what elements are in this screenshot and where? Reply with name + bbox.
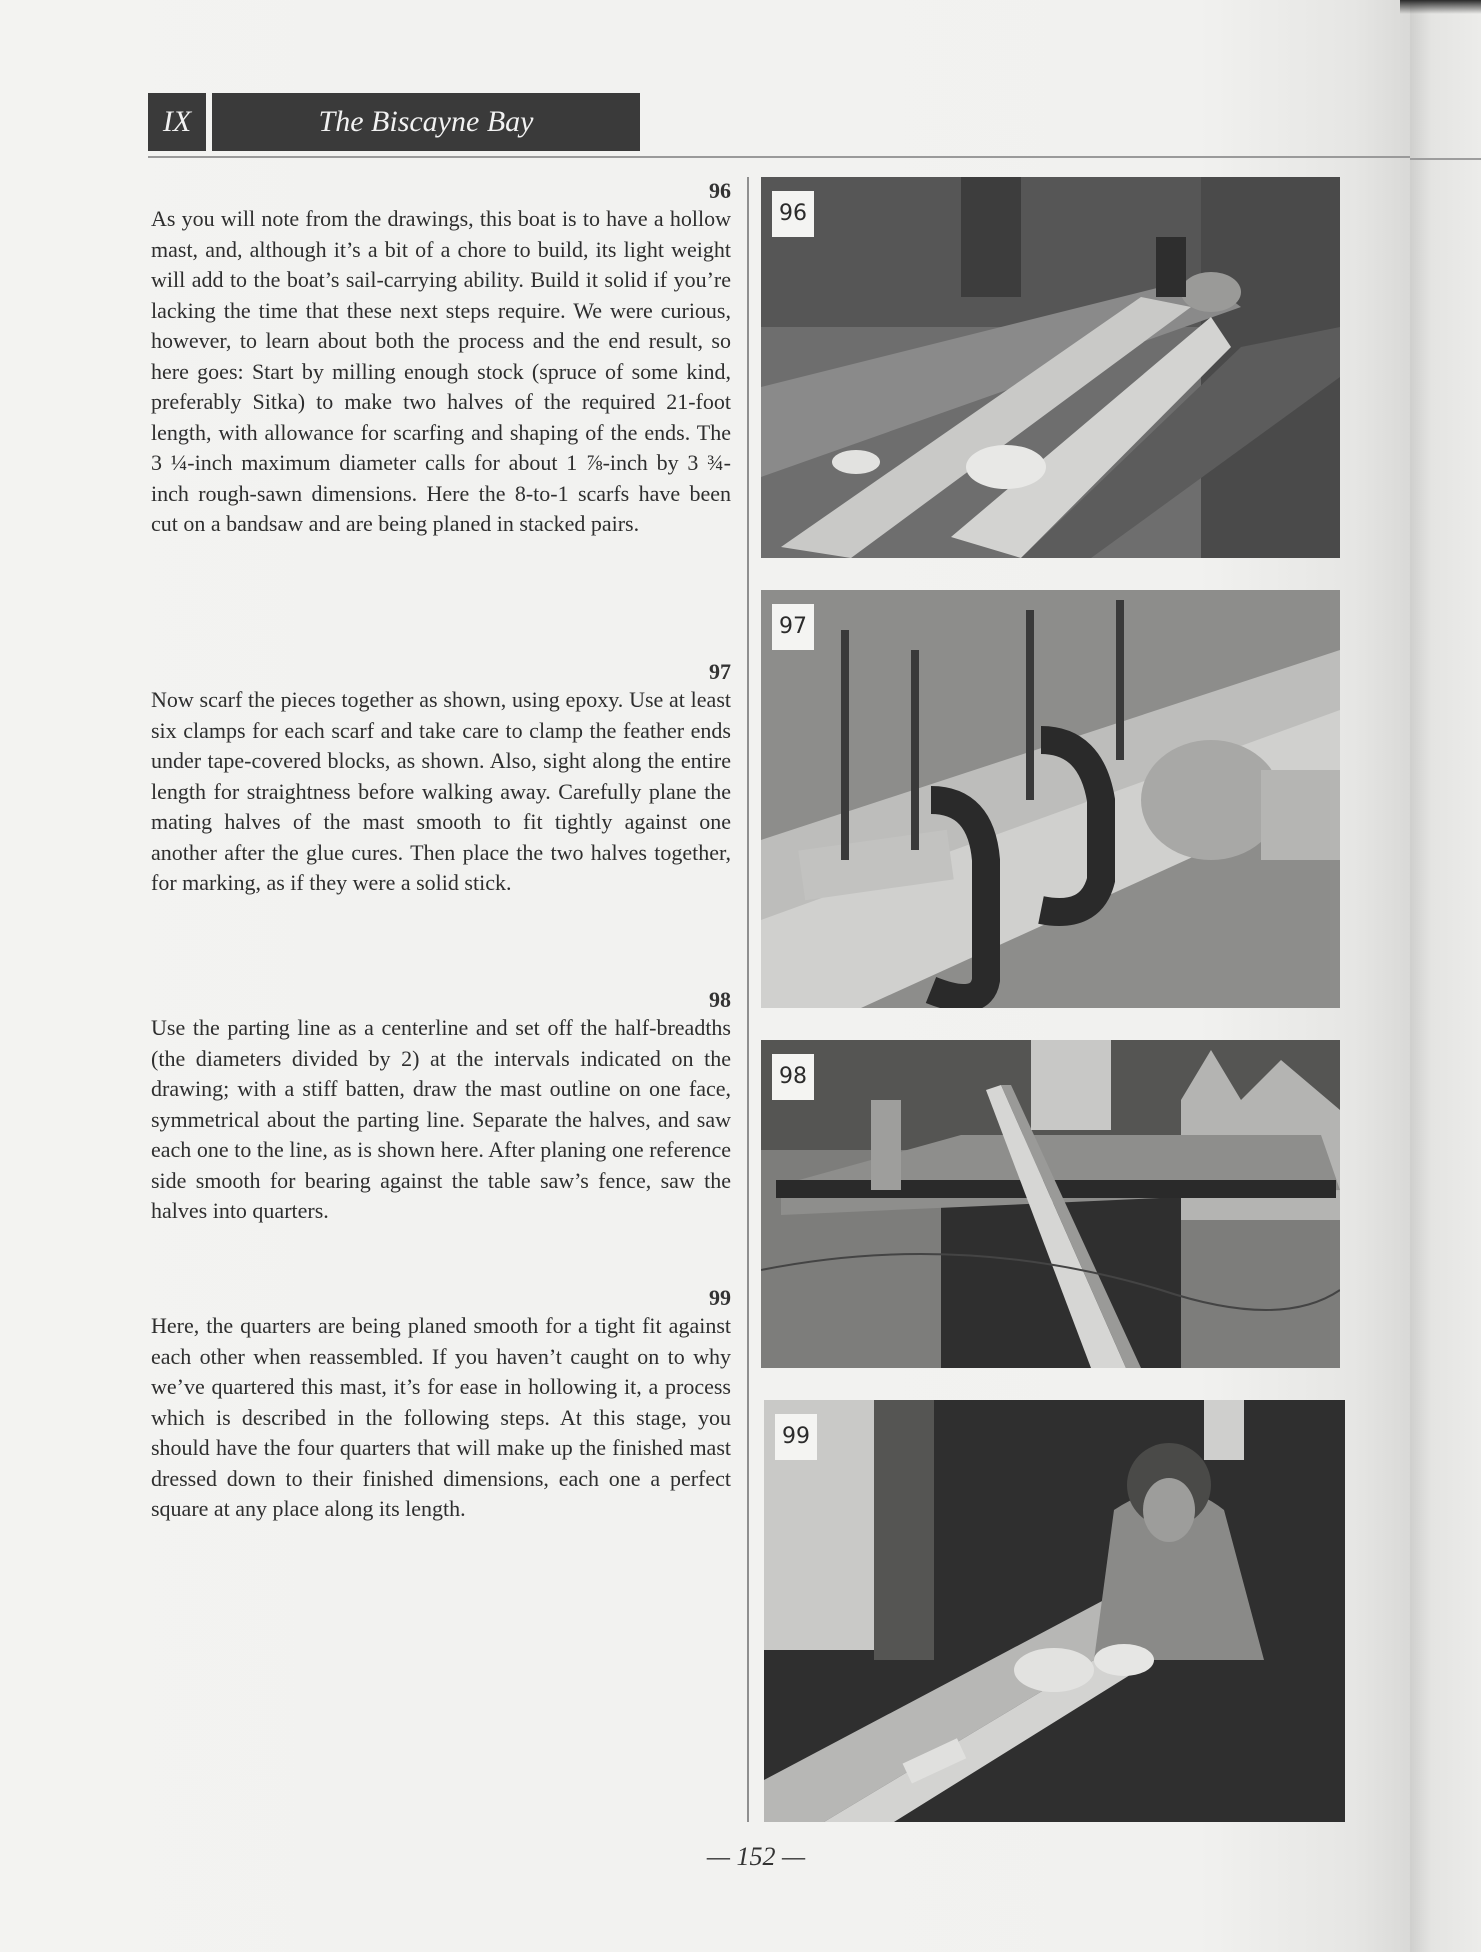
step-number: 99 [709,1285,731,1310]
header-rule [148,156,1410,158]
photo-96 [761,177,1340,558]
photo-label: 99 [775,1414,817,1460]
photo-98-image [761,1040,1340,1368]
step-96 [151,178,731,540]
step-text: As you will note from the drawings, this boat is to have a hollow mast, and, although it’s a bit of a chore to build, its light weight will add to the boat’s sail-carrying ability. Build it solid if you’re lacking the time that these next steps require. We were curious, however, to learn about both the process and the end result, so here goes: Start by milling enough stock (spruce of some kind, preferably Sitka) to make two halves of the required 21-foot length, with allowance for scarfing and shaping of the ends. The 3 ¼-inch maximum diameter calls for about 1 ⅞-inch by 3 ¾-inch rough-sawn dimensions. Here the 8-to-1 scarfs have been cut on a bandsaw and are being planed in stacked pairs. [151,206,731,536]
photo-96-image [761,177,1340,558]
facing-header-rule [1410,158,1481,160]
step-text: Now scarf the pieces together as shown, using epoxy. Use at least six clamps for each scarf and take care to clamp the feather ends under tape-covered blocks, as shown. Also, sight along the entire length for straightness before walking away. Carefully plane the mating halves of the mast smooth to fit tightly against one another after the glue cures. Then place the two halves together, for marking, as if they were a solid stick. [151,687,731,895]
page-number: — 152 — [706,1842,806,1871]
column-divider [747,177,749,1822]
photo-97 [761,590,1340,1008]
binding-shadow [1400,0,1481,14]
photo-label: 96 [772,191,814,237]
step-text: Here, the quarters are being planed smooth for a tight fit against each other when reassembled. If you haven’t caught on to why we’ve quartered this mast, it’s for ease in hollowing it, a process which is described in the following steps. At this stage, you should have the four quarters that will make up the finished mast dressed down to their finished dimensions, each one a perfect square at any place along its length. [151,1313,731,1521]
photo-97-image [761,590,1340,1008]
step-number: 98 [709,987,731,1012]
chapter-title: The Biscayne Bay [212,93,640,151]
step-98 [151,987,731,1227]
step-99 [151,1285,731,1525]
photo-98 [761,1040,1340,1368]
step-text: Use the parting line as a centerline and set off the half-breadths (the diameters divided by 2) at the intervals indicated on the drawing; with a stiff batten, draw the mast outline on one face, symmetrical about the parting line. Separate the halves, and saw each one to the line, as is shown here. After planing one reference side smooth for bearing against the table saw’s fence, saw the halves into quarters. [151,1015,731,1223]
chapter-number: IX [148,93,206,151]
step-97 [151,659,731,899]
step-number: 96 [709,178,731,203]
photo-label: 98 [772,1054,814,1100]
photo-99 [764,1400,1345,1822]
photo-label: 97 [772,604,814,650]
facing-page-edge [1410,0,1481,1952]
step-number: 97 [709,659,731,684]
photo-99-image [764,1400,1345,1822]
